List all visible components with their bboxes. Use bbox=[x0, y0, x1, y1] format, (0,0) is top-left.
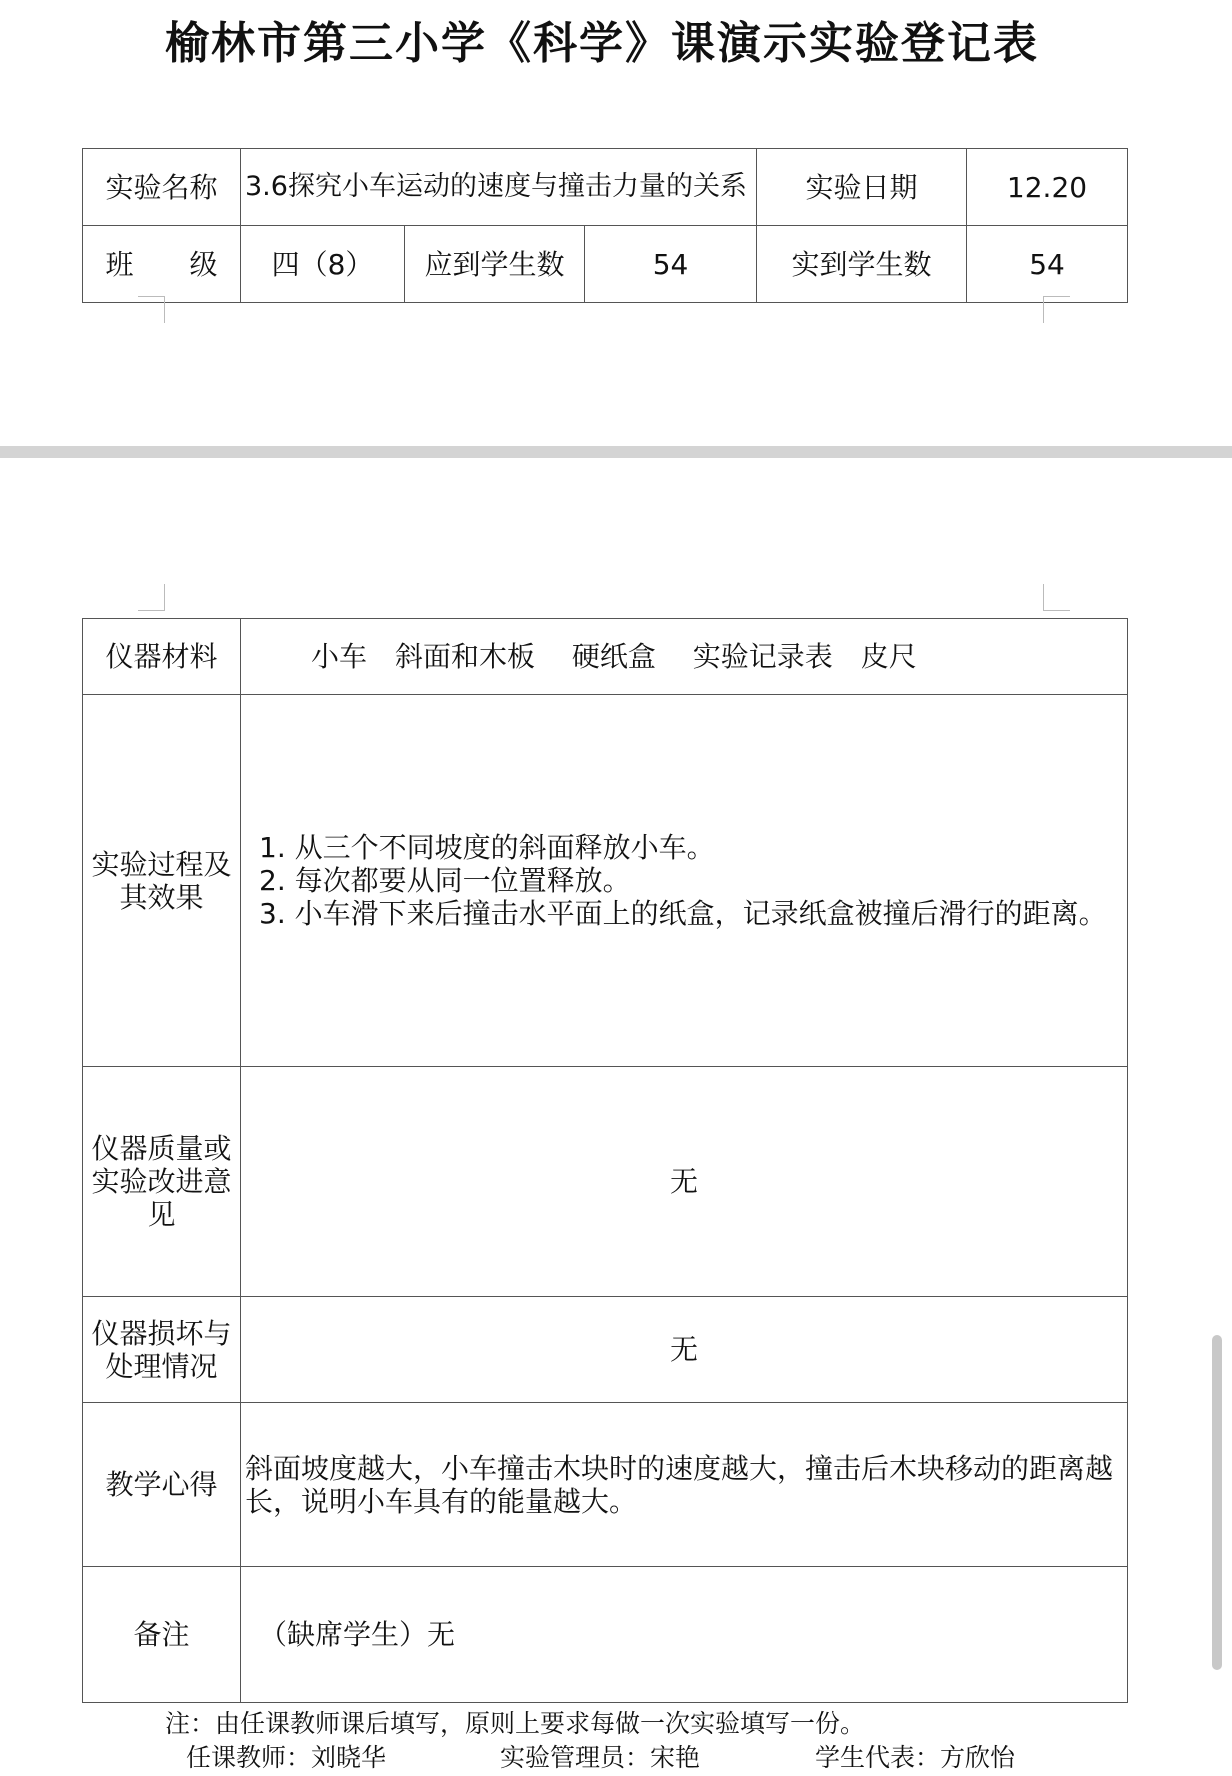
damage-value: 无 bbox=[241, 1297, 1128, 1403]
expected-students-label: 应到学生数 bbox=[405, 226, 585, 303]
actual-students-value: 54 bbox=[967, 226, 1128, 303]
details-table bbox=[82, 618, 1128, 1703]
reflection-value: 斜面坡度越大，小车撞击木块时的速度越大，撞击后木块移动的距离越长，说明小车具有的能量越大。 bbox=[241, 1403, 1128, 1567]
table-row bbox=[83, 149, 1128, 226]
experiment-date-label: 实验日期 bbox=[757, 149, 967, 226]
info-table bbox=[82, 148, 1128, 303]
table-row bbox=[83, 1403, 1128, 1567]
page-title: 榆林市第三小学《科学》课演示实验登记表 bbox=[165, 18, 1039, 69]
footer-note: 注：由任课教师课后填写，原则上要求每做一次实验填写一份。 bbox=[165, 1709, 866, 1738]
materials-value: 小车 斜面和木板 硬纸盒 实验记录表 皮尺 bbox=[241, 619, 1128, 695]
lab-admin-name: 实验管理员：宋艳 bbox=[500, 1743, 701, 1772]
expected-students-value: 54 bbox=[585, 226, 757, 303]
actual-students-label: 实到学生数 bbox=[757, 226, 967, 303]
experiment-date-value: 12.20 bbox=[967, 149, 1128, 226]
teacher-name: 任课教师：刘晓华 bbox=[186, 1743, 387, 1772]
process-label: 实验过程及其效果 bbox=[83, 695, 241, 1067]
page-separator bbox=[0, 446, 1232, 458]
table-row bbox=[83, 1067, 1128, 1297]
table-row bbox=[83, 1297, 1128, 1403]
process-step: 3. 小车滑下来后撞击水平面上的纸盒，记录纸盒被撞后滑行的距离。 bbox=[259, 897, 1107, 930]
process-step: 2. 每次都要从同一位置释放。 bbox=[259, 864, 631, 897]
remarks-value: （缺席学生）无 bbox=[241, 1567, 1128, 1703]
remarks-label: 备注 bbox=[83, 1567, 241, 1703]
student-rep-name: 学生代表：方欣怡 bbox=[815, 1743, 1016, 1772]
table-row bbox=[83, 1567, 1128, 1703]
process-step: 1. 从三个不同坡度的斜面释放小车。 bbox=[259, 831, 715, 864]
quality-label: 仪器质量或实验改进意见 bbox=[83, 1067, 241, 1297]
vertical-scrollbar[interactable] bbox=[1212, 1335, 1222, 1670]
reflection-label: 教学心得 bbox=[83, 1403, 241, 1567]
table-row bbox=[83, 695, 1128, 1067]
process-steps bbox=[241, 695, 1128, 1067]
experiment-name-label: 实验名称 bbox=[83, 149, 241, 226]
page-corner-mark bbox=[1043, 296, 1070, 323]
page-corner-mark bbox=[1043, 584, 1070, 611]
quality-value: 无 bbox=[241, 1067, 1128, 1297]
materials-label: 仪器材料 bbox=[83, 619, 241, 695]
class-label: 班 级 bbox=[83, 226, 241, 303]
class-value: 四（8） bbox=[241, 226, 405, 303]
experiment-name-value: 3.6探究小车运动的速度与撞击力量的关系 bbox=[241, 149, 757, 226]
table-row bbox=[83, 226, 1128, 303]
page-corner-mark bbox=[138, 296, 165, 323]
page-corner-mark bbox=[138, 584, 165, 611]
damage-label: 仪器损坏与处理情况 bbox=[83, 1297, 241, 1403]
table-row bbox=[83, 619, 1128, 695]
